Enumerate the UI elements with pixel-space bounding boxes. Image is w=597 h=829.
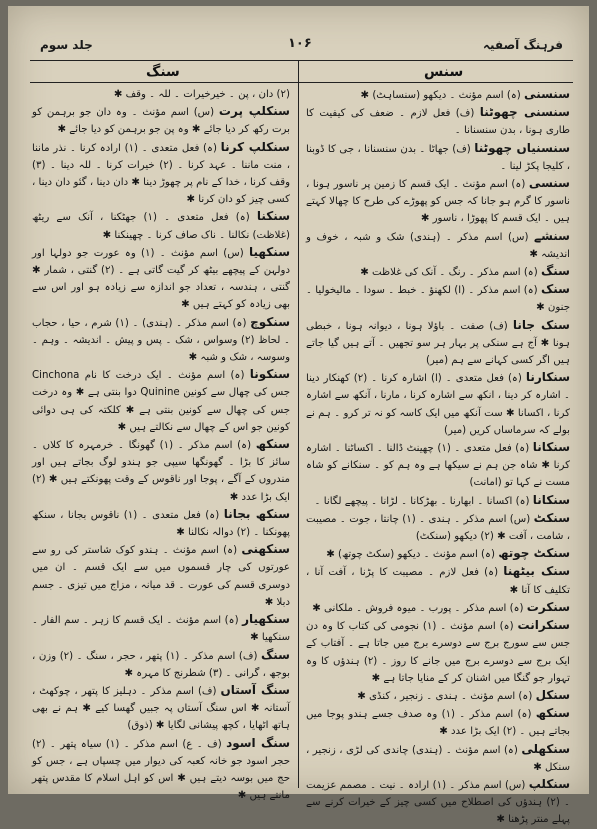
- entry-definition: (ہ) اسم مؤنث ۔ دیکھو (سکٹ چوتھ) ✱: [326, 549, 495, 561]
- entry-headword: سنکانا: [532, 440, 570, 455]
- header-rule: [30, 60, 573, 61]
- dictionary-entry: [306, 281, 570, 316]
- entry-headword: سنکھلی: [521, 741, 570, 756]
- entry-headword: سنکل: [535, 687, 570, 702]
- dictionary-entry: [306, 175, 570, 228]
- running-header: [8, 36, 589, 58]
- entry-headword: سنکارنا: [525, 370, 570, 385]
- dictionary-entry: [32, 735, 290, 805]
- entry-definition: (ہ) اسم مذکر ۔ رنگ ۔ آنک کی غلاظت ✱: [360, 267, 538, 279]
- dictionary-page: [8, 6, 589, 826]
- entry-definition: (ہ) فعل لازم ۔ مصیبت کا پڑنا ، آفت آنا ، تکلیف کا آنا ✱: [306, 567, 570, 596]
- entry-headword: سنکھیار: [242, 612, 290, 627]
- dictionary-entry: [306, 369, 570, 439]
- entry-headword: سنسی: [528, 176, 570, 191]
- entry-definition: (ہ) اسم مؤنث ۔ (۱) نجومی کی کتاب کا وہ دن جس سے سورج برج سے دوسرے برج میں جاتا ہے ۔ آفتاب کے ایک برج سے دوسرے برج میں جانے کا روز ۔ (۲) ہندؤں کا وہ تہوار جو گنگا میں اشنان کر کے منایا جاتا ہے ✱: [306, 621, 571, 684]
- entry-headword: سنکھ بجانا: [223, 506, 290, 521]
- dictionary-entry: [306, 86, 570, 104]
- entry-definition: (س) اسم مذکر ۔ (۱) ارادہ ۔ نیت ۔ مصمم عزیمت ۔ (۲) ہندؤں کی اصطلاح میں کسی چیز کے خیرات کرنے سے پہلے منتر پڑھنا ✱: [306, 779, 570, 826]
- dictionary-entry: [306, 263, 570, 281]
- dictionary-entry: [306, 228, 570, 263]
- entry-definition: (ف) جھاٹا ۔ بدن سنسنانا ، جی کا ڈوبنا ، کلیجا پکڑ لینا ۔: [306, 143, 570, 172]
- dictionary-entry: [32, 244, 290, 314]
- entry-definition: (ف) فعل لازم ۔ ضعف کی کیفیت کا طاری ہونا ، بدن سنسنانا ۔: [306, 108, 570, 137]
- entry-definition: (س) اسم مؤنث ۔ (۱) وہ عورت جو دولہا اور دولہن کے پیچھے بیٹھ کر گیت گاتی ہے ۔ (۲) گنتی ، شمار ✱ گنتی ، ہندسہ ، تعداد جو اندازہ سے زیادہ ہو اور اس سے بھی زیادہ کو کہتے ہیں ✱: [32, 247, 290, 311]
- dictionary-entry: [306, 741, 570, 776]
- column-heading-rule: [30, 82, 573, 83]
- entry-definition: (ہ) اسم مؤنث ۔ ایک درخت کا نام Cinchona جس کی چھال سے کونین Quinine دوا بنتی ہے ✱ وہ درخت جس کی چھال سے کونین بنتی ہے ✱ کلکتہ کی ہی دوائی کونین جو اس کے چھال سے نکالتے ہیں ✱: [32, 370, 290, 433]
- entry-headword: سنکنا: [256, 209, 290, 224]
- dictionary-entry: [32, 436, 290, 506]
- entry-headword: سنکھنی: [241, 542, 290, 557]
- dictionary-entry: [32, 506, 290, 541]
- left-column-heading: سنگ: [146, 64, 180, 80]
- entry-definition: (ہ) اسم مؤنث ۔ ہندی ۔ زنجیر ، کنڈی ✱: [357, 690, 533, 702]
- entry-headword: سنکلپ پرت: [218, 104, 290, 119]
- page-number: ۱۰۶: [288, 36, 312, 51]
- dictionary-entry: [32, 682, 290, 735]
- right-column-entries: [306, 86, 571, 826]
- entry-definition: (۲) دان ، پن ۔ خیرخیرات ۔ للہ ۔ وقف ✱: [113, 89, 290, 100]
- dictionary-entry: [306, 439, 570, 492]
- dictionary-entry: [306, 492, 570, 510]
- dictionary-entry: [306, 317, 570, 370]
- entry-headword: سنگ: [260, 647, 290, 662]
- entry-headword: سنسنیاں چھوٹنا: [474, 140, 570, 155]
- entry-definition: (ف) اسم مذکر ۔ (۱) پتھر ، حجر ، سنگ ۔ (۲) وزن ، بوجھ ، گرانی ۔ (۳) شطرنج کا مہرہ ✱: [32, 650, 290, 679]
- entry-headword: سنسنی: [524, 87, 570, 101]
- entry-headword: سنک: [540, 282, 570, 297]
- entry-headword: سنکھ: [255, 437, 290, 452]
- entry-definition: (ہ) اسم مذکر ۔ (ا) لکھنؤ ۔ خبط ۔ سودا ۔ مالیخولیا ۔ جنون ✱: [306, 285, 570, 314]
- dictionary-entry: [32, 314, 290, 367]
- entry-headword: سنک بیٹھنا: [503, 564, 570, 579]
- entry-definition: (ہ) اسم مؤنث ۔ دیکھو (سنساہٹ) ✱: [360, 90, 521, 101]
- book-title: فرہنگ آصفیہ: [483, 38, 563, 52]
- entry-headword: سنکلپ کرنا: [220, 139, 290, 154]
- dictionary-entry: [32, 366, 290, 436]
- entry-headword: سنکلپ: [528, 776, 570, 791]
- dictionary-entry: [306, 617, 570, 687]
- entry-headword: سنشے: [534, 228, 570, 243]
- dictionary-entry: [32, 647, 290, 682]
- entry-definition: (ہ) اسم مذکر ۔ (۱) گھونگا ۔ خرمہرہ کا کلاں ۔ سائز کا بڑا ۔ گھونگھا سیپی جو ہندو لوگ بجاتے ہیں اور مندروں کے آگے ، پوجا اور ناقوس کے وقت پھونکتے ہیں ✱ (۲) ایک بڑا عدد ✱: [32, 440, 290, 503]
- entry-definition: (ہ) فعل متعدی ۔ (۱) ارادہ کرنا ۔ نذر ماننا ، منت ماننا ۔ عہد کرنا ۔ (۲) خیرات کرنا ۔ للہ دینا ۔ (۳) وقف کرنا ، خدا کے نام پر چھوڑ دینا ✱ دان دینا ، گئو دان دینا ، کسی چیز کو دان کرنا ✱: [32, 142, 290, 206]
- volume-label: جلد سوم: [40, 38, 93, 52]
- entry-headword: سنسنی چھوٹنا: [479, 105, 570, 120]
- entry-definition: (ہ) فعل متعدی ۔ (۱) ناقوس بجانا ، سنکھ پھونکنا ۔ (۲) دوالہ نکالنا ✱: [32, 509, 290, 539]
- dictionary-entry: [32, 611, 290, 646]
- dictionary-entry: [32, 541, 290, 611]
- entry-headword: سنکرانت: [517, 618, 570, 633]
- entry-definition: (ہ) اسم مؤنث ۔ (ہندی) چاندی کی لڑی ، زنجیر ، سنکل ✱: [306, 744, 570, 773]
- entry-headword: سنگ: [541, 264, 570, 279]
- dictionary-entry: [306, 599, 570, 617]
- dictionary-entry: [306, 510, 570, 545]
- dictionary-entry: [306, 545, 570, 563]
- entry-definition: (ف) اسم مذکر ۔ دہلیز کا پتھر ، چوکھٹ ، آستانہ ✱ اس سنگ آستاں پہ جبیں گھسا کیے ✱ ہم نے بھی ہاتھ اٹھایا ، کچھ پیشانی لگایا ✱ (ذوق): [32, 685, 290, 732]
- dictionary-entry: [306, 705, 570, 740]
- entry-headword: سنکانا: [532, 492, 570, 507]
- left-column-entries: [32, 86, 290, 802]
- dictionary-entry: [306, 687, 570, 705]
- entry-definition: (ہ) اسم مذکر ۔ (ہندی) ۔ (۱) شرم ، حیا ، حجاب ۔ لحاظ (۲) وسواس ، شک ۔ پس و پیش ۔ اندیشہ ۔ وہم ۔ وسوسہ ، شک و شبہ ✱: [32, 317, 290, 364]
- dictionary-entry: [32, 86, 290, 103]
- entry-definition: (ہ) اسم مذکر ۔ (۱) وہ صدف جسے ہندو پوجا میں بجاتے ہیں ۔ (۲) ایک بڑا عدد ✱: [306, 709, 570, 738]
- entry-definition: (ہ) فعل متعدی ۔ (۱) چھینٹ ڈالنا ۔ اکساٹنا ۔ اشارہ کرنا ✱ شاہ جن ہم نے سیکھا ہے وہ ہم کو ۔ سنکانے کو شاہ مست نے کہا تو (امانت): [306, 443, 570, 489]
- entry-headword: سنگ اسود: [226, 735, 290, 750]
- entry-headword: سنکھیا: [248, 244, 290, 259]
- entry-definition: (ف ۔ ع) اسم مذکر ۔ (۱) سیاہ پتھر ۔ (۲) حجر اسود جو خانہ کعبہ کی دیوار میں چسپاں ہے ، جس کو حج میں بوسہ دیتے ہیں ✱ اس کو اہل اسلام کا مقدس پتھر مانتے ہیں ✱: [32, 738, 290, 802]
- dictionary-entry: [306, 140, 570, 175]
- entry-definition: (ہ) فعل متعدی ۔ (ا) اشارہ کرنا ۔ (۲) کھنکار دینا ۔ اشارہ کر دینا ، انکھ سے اشارہ کرنا ، مارنا ، آنکھ سے اشارہ کرنا ، اکسانا ✱ ست آنکھ میں ایک کاسہ کو نہ تر کرو ۔ ہم نے بولے کہ سرماساں کریں (میر): [306, 373, 570, 436]
- entry-definition: (ف) صفت ۔ باؤلا ہونا ، دیوانہ ہونا ، خبطی ہونا ✱ آج ہے سنکی پر بہار ہر سو تجھیں ۔ آتے ہیں گیا جاتے ہیں اگر کسی کہانے سے ہم (میر): [306, 320, 570, 367]
- entry-definition: (ہ) فعل متعدی ۔ (۱) جھٹکنا ، آنک سے ریٹھ (غلاظت) نکالنا ۔ ناک صاف کرنا ۔ چھینکنا ✱: [32, 212, 290, 241]
- entry-headword: سنک جانا: [512, 317, 570, 332]
- entry-definition: (ہ) اسم مؤنث ۔ ایک قسم کا زمین پر ناسور ہونا ، ناسور کا گرم ہو جانا کہ جس کو پھوڑے کی طرح کا چھالا کہتے ہیں ۔ ایک قسم کا پھوڑا ، ناسور ✱: [306, 179, 570, 225]
- dictionary-entry: [306, 104, 570, 139]
- dictionary-entry: [32, 139, 290, 209]
- entry-definition: (ہ) اسم مؤنث ۔ ایک قسم کا زہر ۔ سم الفار ۔ سنکھیا ✱: [32, 615, 290, 644]
- entry-definition: (ہ) اکسانا ۔ ابھارنا ۔ بھڑکانا ۔ لڑانا ۔ پیچھے لگانا ۔: [314, 495, 530, 507]
- entry-headword: سنگ آستاں: [220, 682, 290, 697]
- entry-definition: (س) اسم مذکر ۔ ہندی ۔ (۱) چانتا ، جوت ۔ مصیبت ، شامت ، آفت ✱ (۲) دیکھو (سنکٹ): [306, 513, 570, 543]
- dictionary-entry: [306, 776, 570, 829]
- entry-definition: (س) اسم مذکر ۔ (ہندی) شک و شبہ ، خوف و اندیشہ ✱: [306, 231, 570, 260]
- right-column-heading: سنس: [424, 64, 464, 80]
- entry-definition: (ہ) اسم مؤنث ۔ ہندو کوک شاستر کی رو سے عورتوں کی چار قسموں میں سے ایک قسم ۔ ان میں دوسری قسم کی عورت ۔ قد میانہ ، مزاج میں تیزی ۔ جسم دبلا ✱: [32, 545, 290, 608]
- entry-definition: (ہ) اسم مذکر ۔ پورب ۔ میوہ فروش ۔ ملکانی ✱: [312, 602, 524, 614]
- entry-definition: (س) اسم مؤنث ۔ وہ دان جو برہمن کو برت رکھ کر دیا جائے ✱ وہ پن جو برہمن کو دیا جائے ✱: [32, 107, 290, 136]
- entry-headword: سنکونا: [249, 367, 290, 382]
- entry-headword: سنکٹ: [533, 510, 570, 525]
- column-divider: [298, 60, 299, 788]
- entry-headword: سنکٹ چوتھ: [498, 546, 570, 561]
- dictionary-entry: [306, 563, 570, 598]
- entry-headword: سنکھ: [535, 706, 570, 721]
- dictionary-entry: [32, 208, 290, 243]
- entry-headword: سنکوچ: [250, 314, 290, 329]
- dictionary-entry: [32, 103, 290, 138]
- entry-headword: سنکرت: [526, 599, 570, 614]
